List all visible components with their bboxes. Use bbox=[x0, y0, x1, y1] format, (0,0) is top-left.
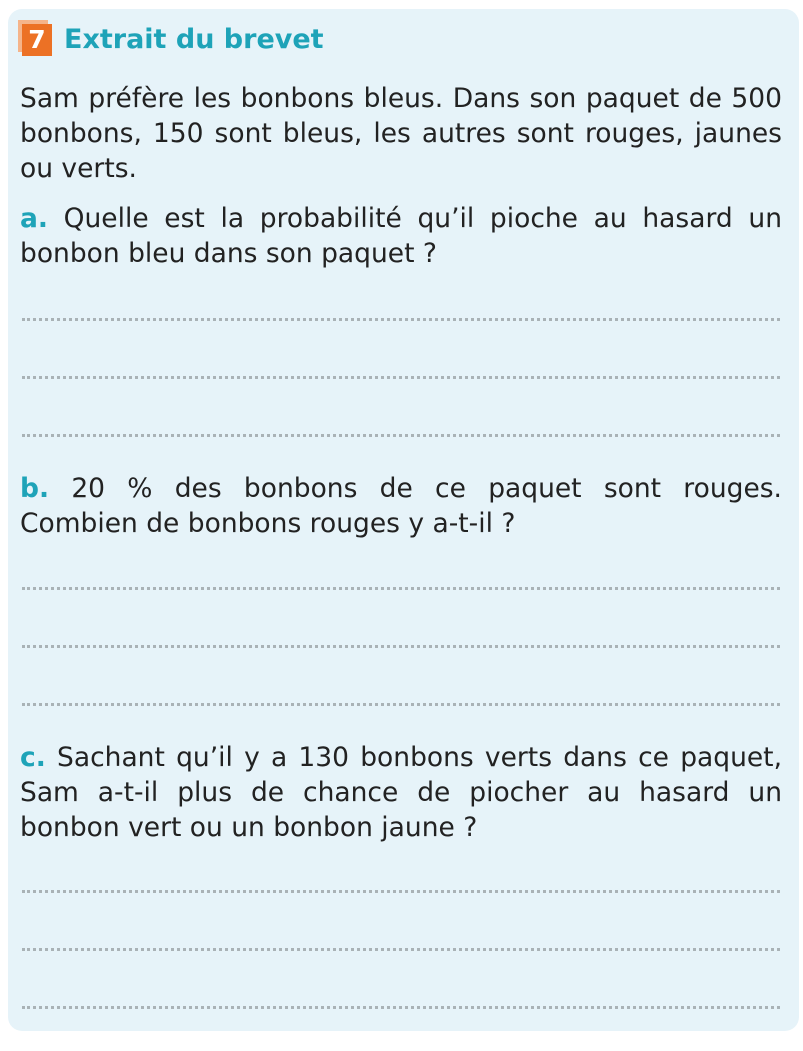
question-a bbox=[20, 201, 782, 271]
question-c-text: Sachant qu’il y a 130 bonbons verts dans ce paquet, Sam a-t-il plus de chance de piocher au hasard un bonbon vert ou un bonbon jaune ? bbox=[20, 742, 782, 843]
question-c bbox=[20, 740, 782, 845]
exercise-number-badge bbox=[18, 20, 52, 56]
answer-line-c3[interactable] bbox=[22, 1006, 780, 1009]
question-b-label: b. bbox=[20, 473, 50, 504]
exercise-intro: Sam préfère les bonbons bleus. Dans son paquet de 500 bonbons, 150 sont bleus, les autres sont rouges, jaunes ou verts. bbox=[20, 83, 782, 184]
question-a-label: a. bbox=[20, 203, 48, 234]
answer-line-a1[interactable] bbox=[22, 318, 780, 321]
question-c-label: c. bbox=[20, 742, 46, 773]
exercise-title: Extrait du brevet bbox=[64, 23, 324, 55]
answer-line-b1[interactable] bbox=[22, 587, 780, 590]
answer-line-b2[interactable] bbox=[22, 645, 780, 648]
question-b bbox=[20, 471, 782, 541]
answer-line-a2[interactable] bbox=[22, 376, 780, 379]
exercise-header bbox=[18, 18, 324, 58]
answer-line-c2[interactable] bbox=[22, 948, 780, 951]
answer-line-b3[interactable] bbox=[22, 703, 780, 706]
question-a-text: Quelle est la probabilité qu’il pioche au hasard un bonbon bleu dans son paquet ? bbox=[20, 203, 782, 269]
exercise-number: 7 bbox=[22, 24, 52, 56]
answer-line-c1[interactable] bbox=[22, 890, 780, 893]
answer-line-a3[interactable] bbox=[22, 434, 780, 437]
question-b-text: 20 % des bonbons de ce paquet sont rouges. Combien de bonbons rouges y a-t-il ? bbox=[20, 473, 782, 539]
